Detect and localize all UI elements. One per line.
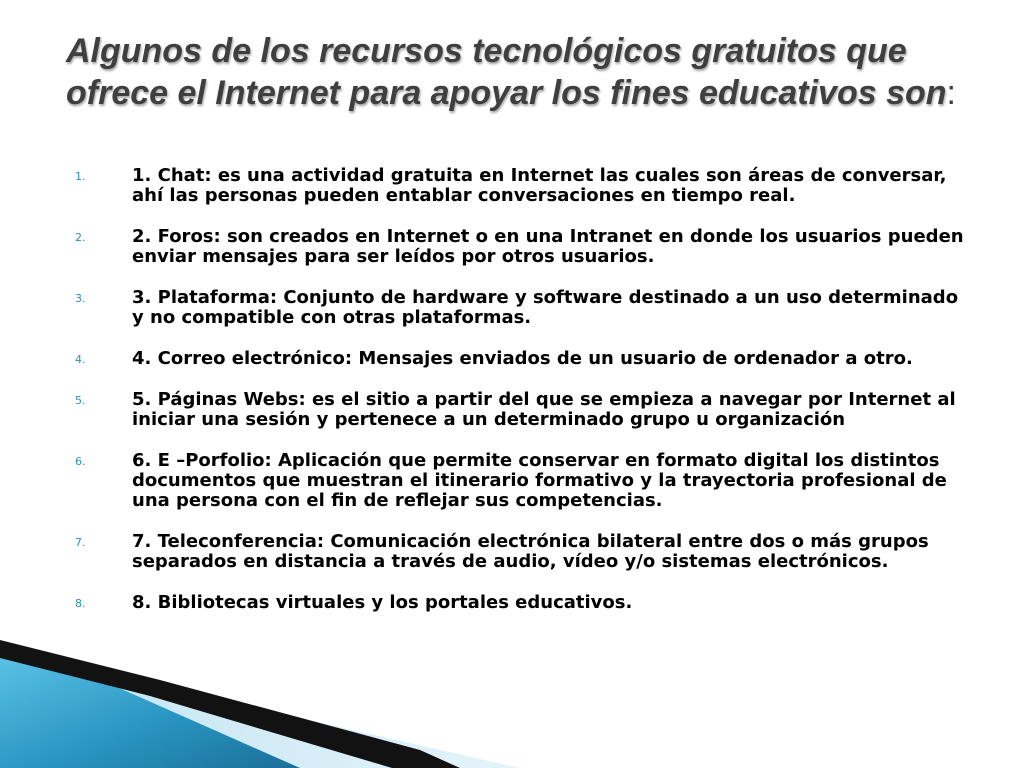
list-item xyxy=(70,390,970,430)
list-item-text: 3. Plataforma: Conjunto de hardware y software destinado a un uso determinado y no compatible con otras plataformas. xyxy=(132,287,959,328)
list-item-number: 4. xyxy=(75,353,86,366)
list-item-number: 1. xyxy=(75,170,86,183)
list-item-text: 4. Correo electrónico: Mensajes enviados de un usuario de ordenador a otro. xyxy=(132,348,913,369)
list-item-text: 6. E –Porfolio: Aplicación que permite conservar en formato digital los distintos documentos que muestran el itinerario formativo y la trayectoria profesional de una persona con el fin de reflejar sus competencias. xyxy=(132,450,947,511)
list-item-text: 8. Bibliotecas virtuales y los portales educativos. xyxy=(132,592,633,613)
list-item-text: 7. Teleconferencia: Comunicación electrónica bilateral entre dos o más grupos separados en distancia a través de audio, vídeo y/o sistemas electrónicos. xyxy=(132,531,929,572)
list-item-text: 1. Chat: es una actividad gratuita en Internet las cuales son áreas de conversar, ahí las personas pueden entablar conversaciones en tiempo real. xyxy=(132,165,947,206)
list-item-text: 2. Foros: son creados en Internet o en una Intranet en donde los usuarios pueden enviar mensajes para ser leídos por otros usuarios. xyxy=(132,226,964,267)
list-item-number: 5. xyxy=(75,394,86,407)
slide-title-colon: : xyxy=(946,74,956,112)
slide-title-text: Algunos de los recursos tecnológicos gratuitos que ofrece el Internet para apoyar los fines educativos son xyxy=(66,32,947,112)
list-item xyxy=(70,288,970,328)
list-item-text: 5. Páginas Webs: es el sitio a partir del que se empieza a navegar por Internet al iniciar una sesión y pertenece a un determinado grupo u organización xyxy=(132,389,956,430)
list-item-number: 7. xyxy=(75,536,86,549)
resource-list xyxy=(70,166,970,634)
list-item-number: 8. xyxy=(75,597,86,610)
list-item-number: 6. xyxy=(75,455,86,468)
list-item xyxy=(70,349,970,369)
list-item-number: 3. xyxy=(75,292,86,305)
list-item xyxy=(70,166,970,206)
list-item xyxy=(70,532,970,572)
list-item xyxy=(70,227,970,267)
slide-title xyxy=(66,30,986,114)
list-item-number: 2. xyxy=(75,231,86,244)
list-item xyxy=(70,451,970,511)
decorative-corner-shapes xyxy=(0,600,1024,768)
